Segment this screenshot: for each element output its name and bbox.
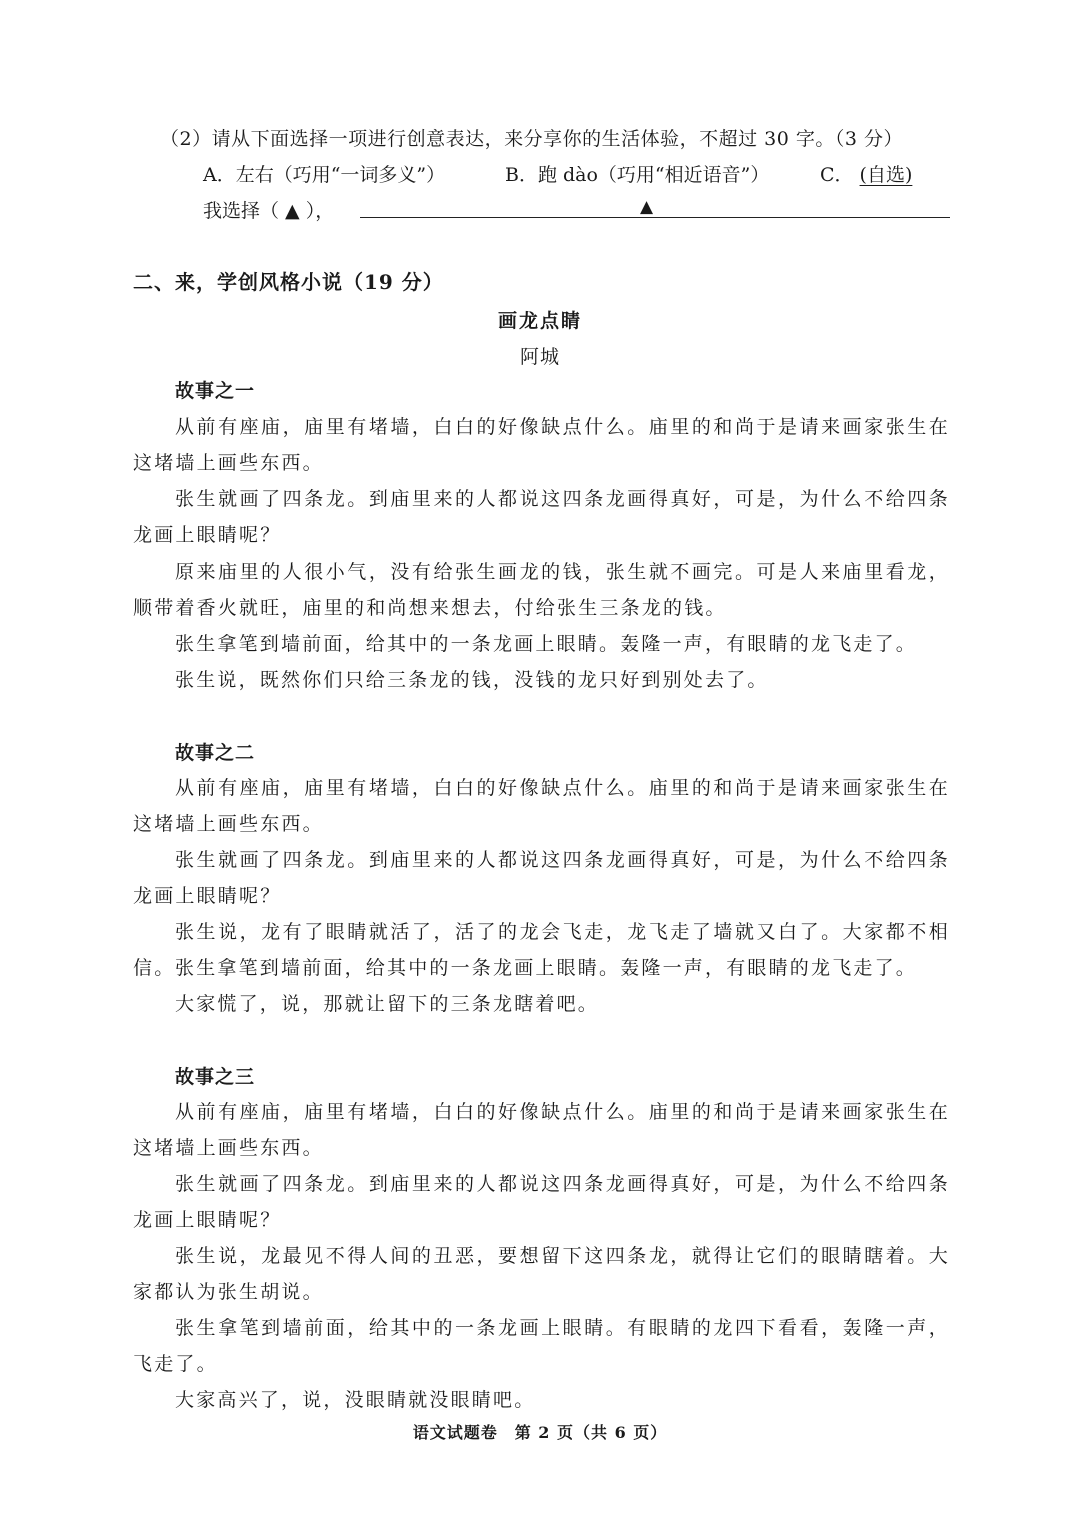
story-3-paragraph: 从前有座庙，庙里有堵墙，白白的好像缺点什么。庙里的和尚于是请来画家张生在这堵墙上画些东西。 <box>133 1101 950 1159</box>
story-2-paragraph: 大家慌了，说，那就让留下的三条龙瞎着吧。 <box>175 993 600 1015</box>
story-3-paragraph: 张生就画了四条龙。到庙里来的人都说这四条龙画得真好，可是，为什么不给四条龙画上眼睛呢？ <box>133 1173 950 1231</box>
story-1-paragraph: 张生就画了四条龙。到庙里来的人都说这四条龙画得真好，可是，为什么不给四条龙画上眼睛呢？ <box>133 488 950 546</box>
option-a: A．左右（巧用“一词多义”） <box>203 164 446 186</box>
story-1-paragraph: 原来庙里的人很小气，没有给张生画龙的钱，张生就不画完。可是人来庙里看龙，顺带着香火就旺，庙里的和尚想来想去，付给张生三条龙的钱。 <box>133 561 950 619</box>
story-author: 阿城 <box>519 346 560 368</box>
answer-line[interactable] <box>360 217 950 218</box>
story-title: 画龙点睛 <box>497 310 582 332</box>
story-2-heading: 故事之二 <box>175 742 256 764</box>
story-2-paragraph: 从前有座庙，庙里有堵墙，白白的好像缺点什么。庙里的和尚于是请来画家张生在这堵墙上画些东西。 <box>133 777 950 835</box>
story-1-paragraph: 张生说，既然你们只给三条龙的钱，没钱的龙只好到别处去了。 <box>175 669 769 691</box>
option-c-label: C． <box>820 164 854 186</box>
option-c-fill: (自选) <box>859 164 913 186</box>
choose-label: 我选择（ ▲ ）， <box>203 200 335 222</box>
answer-marker-icon: ▲ <box>640 197 654 217</box>
question-prompt: （2）请从下面选择一项进行创意表达，来分享你的生活体验，不超过 30 字。（3 分） <box>160 128 903 150</box>
story-3-paragraph: 张生说，龙最见不得人间的丑恶，要想留下这四条龙，就得让它们的眼睛瞎着。大家都认为张生胡说。 <box>133 1245 950 1303</box>
story-2-paragraph: 张生拿笔到墙前面，给其中的一条龙画上眼睛。轰隆一声，有眼睛的龙飞走了。 <box>175 957 918 979</box>
story-3-paragraph: 大家高兴了，说，没眼睛就没眼睛吧。 <box>175 1389 536 1411</box>
option-c <box>820 160 918 187</box>
page-footer: 语文试题卷 第 2 页（共 6 页） <box>412 1423 668 1442</box>
story-3-heading: 故事之三 <box>175 1066 256 1088</box>
story-1-paragraph: 张生拿笔到墙前面，给其中的一条龙画上眼睛。轰隆一声，有眼睛的龙飞走了。 <box>175 633 918 655</box>
story-2-paragraph: 张生就画了四条龙。到庙里来的人都说这四条龙画得真好，可是，为什么不给四条龙画上眼睛呢？ <box>133 849 950 907</box>
story-2-paragraph: 张生说，龙有了眼睛就活了，活了的龙会飞走，龙飞走了墙就又白了。大家都不相信。 <box>133 921 950 979</box>
option-b: B．跑 dào（巧用“相近语音”） <box>505 164 770 186</box>
story-3-paragraph: 张生拿笔到墙前面，给其中的一条龙画上眼睛。有眼睛的龙四下看看，轰隆一声，飞走了。 <box>133 1317 950 1375</box>
section-heading: 二、来，学创风格小说（19 分） <box>133 270 444 294</box>
story-1-paragraph: 从前有座庙，庙里有堵墙，白白的好像缺点什么。庙里的和尚于是请来画家张生在这堵墙上画些东西。 <box>133 416 950 474</box>
story-1-heading: 故事之一 <box>175 380 256 402</box>
